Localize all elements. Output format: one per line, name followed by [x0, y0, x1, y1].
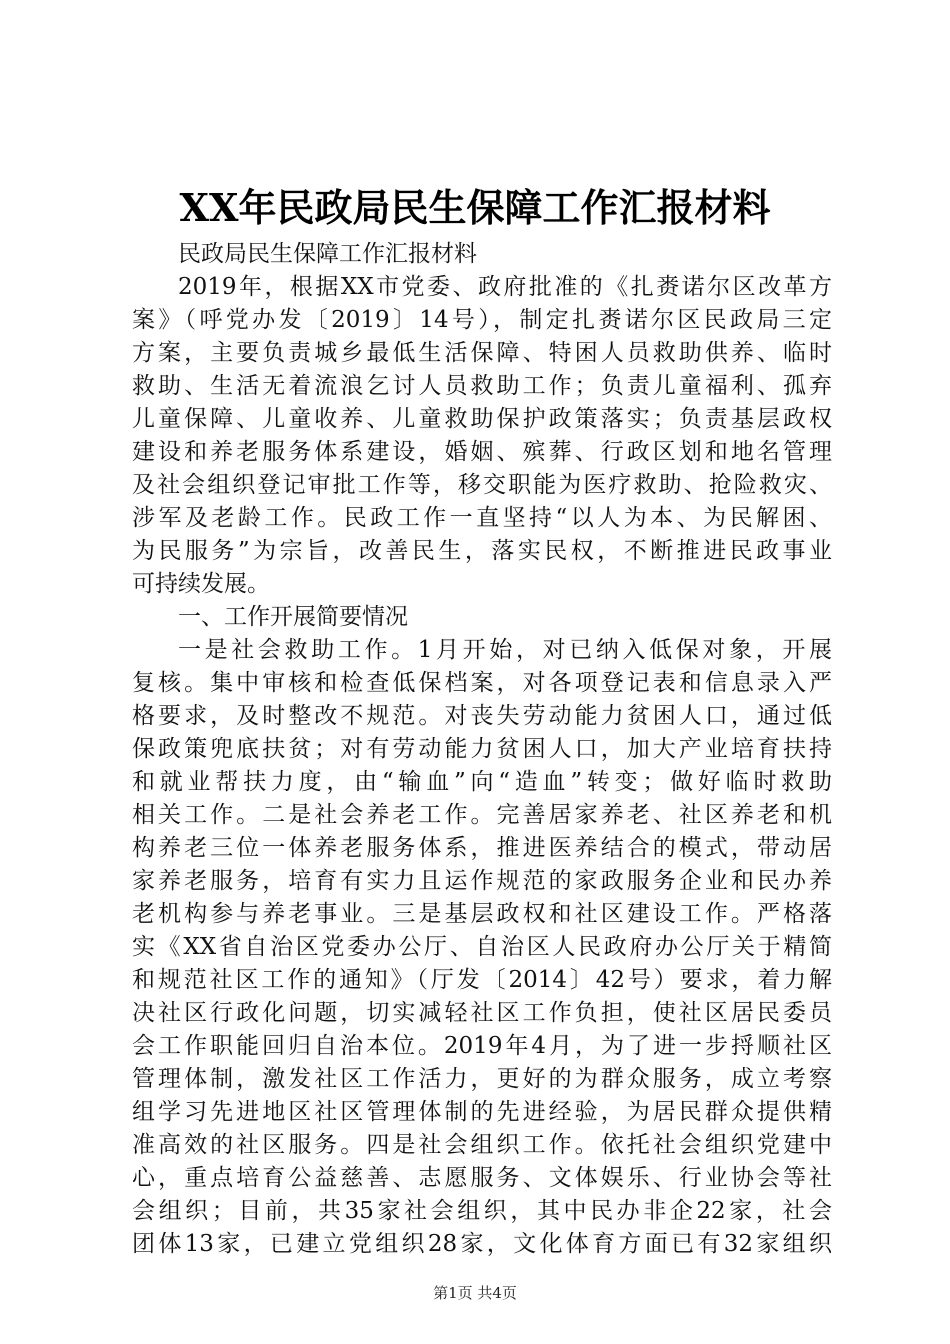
document-title: XX年民政局民生保障工作汇报材料 [179, 185, 771, 230]
text-line: 为民服务”为宗旨，改善民生，落实民权，不断推进民政事业 [132, 538, 832, 564]
text-line: 2019年，根据XX市党委、政府批准的《扎赉诺尔区改革方 [178, 274, 832, 300]
text-line: 准高效的社区服务。四是社会组织工作。依托社会组织党建中 [132, 1132, 832, 1158]
text-line: 和规范社区工作的通知》（厅发〔2014〕42号）要求，着力解 [132, 967, 832, 993]
text-line: 老机构参与养老事业。三是基层政权和社区建设工作。严格落 [132, 901, 832, 927]
text-line: 家养老服务，培育有实力且运作规范的家政服务企业和民办养 [132, 868, 832, 894]
text-line: 一、工作开展简要情况 [178, 604, 408, 630]
text-line: 复核。集中审核和检查低保档案，对各项登记表和信息录入严 [132, 670, 832, 696]
text-line: 组学习先进地区社区管理体制的先进经验，为居民群众提供精 [132, 1099, 832, 1125]
text-line: 及社会组织登记审批工作等，移交职能为医疗救助、抢险救灾、 [132, 472, 832, 498]
text-line: 救助、生活无着流浪乞讨人员救助工作；负责儿童福利、孤弃 [132, 373, 832, 399]
text-line: 和就业帮扶力度，由“输血”向“造血”转变；做好临时救助 [132, 769, 832, 795]
text-line: 构养老三位一体养老服务体系，推进医养结合的模式，带动居 [132, 835, 832, 861]
page-footer: 第1页 共4页 [433, 1284, 517, 1302]
text-line: 建设和养老服务体系建设，婚姻、殡葬、行政区划和地名管理 [132, 439, 832, 465]
text-line: 格要求，及时整改不规范。对丧失劳动能力贫困人口，通过低 [132, 703, 832, 729]
text-line: 涉军及老龄工作。民政工作一直坚持“以人为本、为民解困、 [132, 505, 832, 531]
text-line: 儿童保障、儿童收养、儿童救助保护政策落实；负责基层政权 [132, 406, 832, 432]
text-line: 管理体制，激发社区工作活力，更好的为群众服务，成立考察 [132, 1066, 832, 1092]
text-line: 民政局民生保障工作汇报材料 [178, 241, 477, 267]
text-line: 案》（呼党办发〔2019〕14号），制定扎赉诺尔区民政局三定 [132, 307, 832, 333]
text-line: 会工作职能回归自治本位。2019年4月，为了进一步捋顺社区 [132, 1033, 832, 1059]
text-line: 一是社会救助工作。1月开始，对已纳入低保对象，开展 [178, 637, 832, 663]
document-body [132, 238, 832, 1261]
text-line: 可持续发展。 [132, 571, 270, 597]
text-line: 实《XX省自治区党委办公厅、自治区人民政府办公厅关于精简 [132, 934, 832, 960]
text-line: 心，重点培育公益慈善、志愿服务、文体娱乐、行业协会等社 [132, 1165, 832, 1191]
text-line: 团体13家，已建立党组织28家，文化体育方面已有32家组织 [132, 1231, 832, 1257]
text-line: 决社区行政化问题，切实减轻社区工作负担，使社区居民委员 [132, 1000, 832, 1026]
text-line: 方案，主要负责城乡最低生活保障、特困人员救助供养、临时 [132, 340, 832, 366]
text-line: 保政策兜底扶贫；对有劳动能力贫困人口，加大产业培育扶持 [132, 736, 832, 762]
text-line: 相关工作。二是社会养老工作。完善居家养老、社区养老和机 [132, 802, 832, 828]
text-line: 会组织；目前，共35家社会组织，其中民办非企22家，社会 [132, 1198, 832, 1224]
